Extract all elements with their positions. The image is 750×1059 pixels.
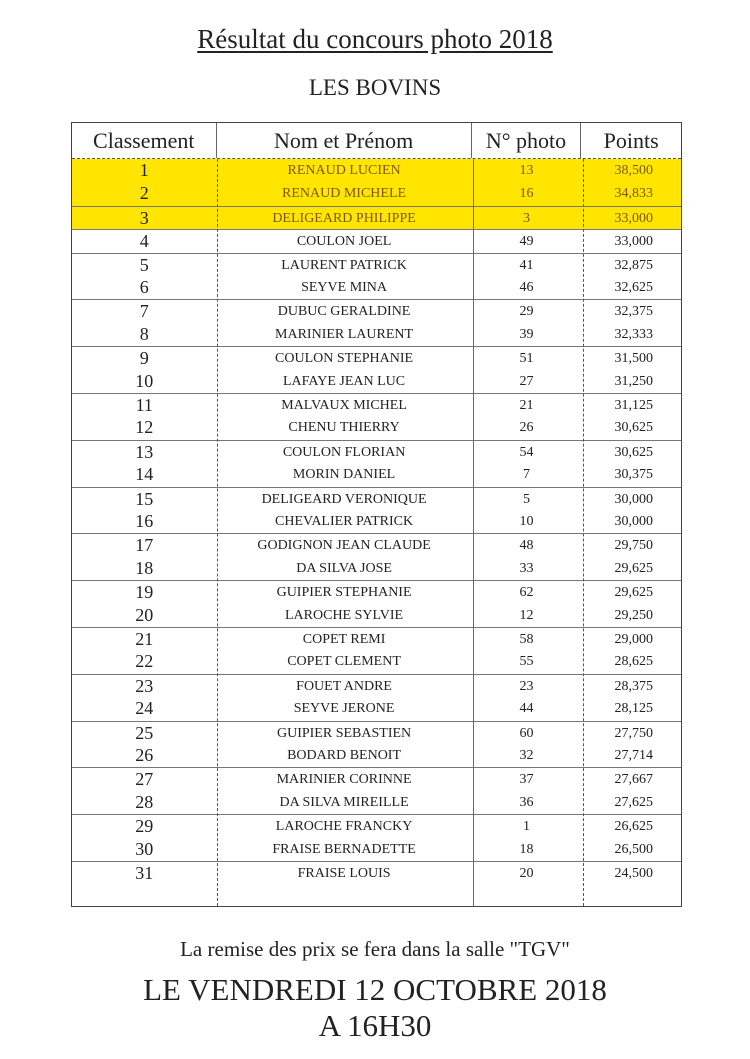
points-cell: 27,750	[614, 725, 653, 741]
points-cell: 30,625	[614, 444, 653, 460]
photo-number-cell: 46	[519, 280, 534, 295]
award-time: A 16H30	[318, 1008, 432, 1043]
name-cell: GODIGNON JEAN CLAUDE	[257, 538, 431, 554]
table-row	[72, 463, 681, 486]
table-row	[72, 416, 681, 439]
name-cell: COULON JOEL	[296, 234, 392, 250]
photo-number-cell: 18	[519, 841, 534, 857]
rank-cell: 27	[135, 769, 154, 790]
name-cell: MORIN DANIEL	[292, 467, 396, 483]
photo-number-cell: 55	[519, 654, 534, 670]
name-cell: MARINIER LAURENT	[275, 326, 414, 342]
rank-cell: 20	[135, 604, 154, 625]
rank-cell: 29	[135, 816, 154, 837]
name-cell: DUBUC GERALDINE	[277, 304, 411, 320]
table-row	[72, 346, 681, 369]
points-cell: 26,625	[614, 819, 653, 835]
points-cell: 29,750	[614, 538, 653, 554]
points-cell: 32,375	[614, 304, 653, 320]
rank-cell: 2	[139, 183, 149, 204]
table-row	[72, 604, 681, 627]
table-header	[72, 123, 681, 159]
column-divider	[583, 159, 584, 906]
table-row	[72, 861, 681, 884]
table-row	[72, 650, 681, 673]
photo-number-cell: 44	[519, 701, 534, 717]
points-cell: 29,625	[614, 585, 653, 601]
award-date: LE VENDREDI 12 OCTOBRE 2018	[143, 972, 607, 1007]
rank-cell: 1	[139, 160, 149, 180]
rank-cell: 11	[135, 395, 153, 415]
name-cell: MARINIER CORINNE	[276, 772, 412, 788]
table-row	[72, 323, 681, 346]
photo-number-cell: 54	[519, 444, 534, 460]
rank-cell: 31	[135, 863, 154, 883]
rank-cell: 7	[139, 301, 149, 322]
name-cell: LAROCHE SYLVIE	[285, 607, 404, 623]
points-cell: 30,000	[614, 514, 653, 529]
table-row	[72, 229, 681, 252]
rank-cell: 8	[139, 323, 149, 344]
rank-cell: 22	[135, 651, 154, 672]
points-cell: 27,625	[614, 794, 653, 810]
name-cell: BODARD BENOIT	[287, 748, 402, 763]
name-cell: FRAISE LOUIS	[297, 866, 391, 881]
header-name: Nom et Prénom	[217, 123, 472, 158]
photo-number-cell: 33	[519, 560, 534, 576]
rank-cell: 21	[135, 629, 154, 649]
header-photo-number: N° photo	[472, 123, 582, 158]
name-cell: COPET CLEMENT	[287, 654, 401, 670]
name-cell: FOUET ANDRE	[296, 678, 392, 694]
photo-number-cell: 27	[519, 373, 534, 389]
rank-cell: 5	[139, 254, 149, 275]
rank-cell: 4	[139, 231, 149, 252]
table-row	[72, 510, 681, 533]
rank-cell: 28	[135, 791, 154, 812]
category-subtitle: LES BOVINS	[308, 75, 442, 100]
photo-number-cell: 58	[519, 632, 534, 647]
name-cell: SEYVE JERONE	[293, 701, 395, 717]
photo-number-cell: 23	[519, 678, 534, 694]
rank-cell: 23	[135, 675, 154, 696]
photo-number-cell: 26	[519, 420, 534, 436]
photo-number-cell: 36	[519, 794, 534, 810]
points-cell: 29,250	[614, 607, 653, 623]
photo-number-cell: 1	[522, 819, 530, 835]
points-cell: 27,714	[614, 748, 653, 763]
name-cell: MALVAUX MICHEL	[281, 398, 407, 413]
document-title: Résultat du concours photo 2018	[197, 24, 553, 54]
header-points: Points	[603, 128, 659, 153]
points-cell: 38,500	[614, 163, 653, 178]
photo-number-cell: 37	[519, 772, 534, 788]
name-cell: LAFAYE JEAN LUC	[283, 373, 406, 389]
table-row	[72, 721, 681, 744]
name-cell: FRAISE BERNADETTE	[272, 841, 416, 857]
name-cell: RENAUD LUCIEN	[287, 163, 401, 178]
rank-cell: 9	[139, 348, 149, 369]
name-cell: CHENU THIERRY	[288, 420, 400, 436]
points-cell: 30,625	[614, 420, 653, 436]
points-cell: 32,875	[614, 257, 653, 273]
table-row	[72, 533, 681, 556]
points-cell: 32,625	[614, 280, 653, 295]
photo-number-cell: 60	[519, 725, 534, 741]
points-cell: 33,000	[614, 234, 653, 250]
name-cell: DELIGEARD VERONIQUE	[261, 491, 427, 507]
table-row	[72, 393, 681, 416]
rank-cell: 13	[135, 441, 154, 462]
column-divider	[217, 159, 218, 906]
points-cell: 26,500	[614, 841, 653, 857]
photo-number-cell: 21	[519, 398, 534, 413]
photo-number-cell: 29	[519, 304, 534, 320]
points-cell: 32,333	[614, 326, 653, 342]
table-row	[72, 557, 681, 580]
photo-number-cell: 48	[519, 538, 534, 554]
table-row	[72, 182, 681, 205]
table-row	[72, 580, 681, 603]
rank-cell: 12	[135, 417, 154, 438]
photo-number-cell: 16	[519, 186, 534, 202]
photo-number-cell: 39	[519, 326, 534, 342]
name-cell: GUIPIER SEBASTIEN	[276, 725, 412, 741]
photo-number-cell: 5	[522, 491, 530, 507]
points-cell: 30,375	[614, 467, 653, 483]
points-cell: 34,833	[614, 186, 653, 202]
name-cell: LAROCHE FRANCKY	[275, 819, 413, 835]
table-row	[72, 253, 681, 276]
name-cell: LAURENT PATRICK	[281, 257, 407, 273]
rank-cell: 15	[135, 488, 154, 509]
rank-cell: 6	[139, 277, 149, 297]
name-cell: DA SILVA MIREILLE	[279, 794, 409, 810]
rank-cell: 26	[135, 745, 154, 765]
table-row	[72, 791, 681, 814]
rank-cell: 17	[135, 535, 154, 556]
table-row	[72, 159, 681, 182]
table-row	[72, 814, 681, 837]
name-cell: DELIGEARD PHILIPPE	[272, 210, 416, 226]
photo-number-cell: 62	[519, 585, 534, 601]
name-cell: COPET REMI	[302, 632, 386, 647]
column-divider	[473, 159, 474, 906]
name-cell: COULON STEPHANIE	[275, 351, 414, 367]
points-cell: 29,000	[614, 632, 653, 647]
photo-number-cell: 49	[519, 234, 534, 250]
rank-cell: 3	[139, 207, 149, 228]
photo-number-cell: 7	[522, 467, 530, 483]
rank-cell: 30	[135, 838, 154, 859]
table-row	[72, 370, 681, 393]
points-cell: 28,375	[614, 678, 653, 694]
rank-cell: 25	[135, 722, 154, 743]
photo-number-cell: 51	[519, 351, 534, 367]
table-row	[72, 206, 681, 229]
rank-cell: 19	[135, 582, 154, 603]
header-rank: Classement	[72, 123, 217, 158]
photo-number-cell: 41	[519, 257, 534, 273]
photo-number-cell: 20	[519, 866, 534, 881]
rank-cell: 24	[135, 698, 154, 719]
rank-cell: 16	[135, 511, 154, 531]
rank-cell: 14	[135, 464, 154, 485]
points-cell: 27,667	[614, 772, 653, 788]
award-location-note: La remise des prix se fera dans la salle "TGV"	[180, 937, 570, 961]
table-row	[72, 838, 681, 861]
points-cell: 31,125	[614, 398, 653, 413]
photo-number-cell: 13	[519, 163, 534, 178]
name-cell: GUIPIER STEPHANIE	[276, 585, 412, 601]
name-cell: SEYVE MINA	[301, 280, 388, 295]
table-row	[72, 744, 681, 767]
photo-number-cell: 32	[519, 748, 534, 763]
table-row	[72, 487, 681, 510]
table-row	[72, 299, 681, 322]
table-row	[72, 767, 681, 790]
points-cell: 29,625	[614, 560, 653, 576]
points-cell: 33,000	[614, 210, 653, 226]
points-cell: 31,500	[614, 351, 653, 367]
points-cell: 31,250	[614, 373, 653, 389]
photo-number-cell: 3	[522, 210, 530, 226]
points-cell: 28,625	[614, 654, 653, 670]
table-row	[72, 674, 681, 697]
name-cell: RENAUD MICHELE	[282, 186, 407, 202]
name-cell: CHEVALIER PATRICK	[275, 514, 414, 529]
name-cell: COULON FLORIAN	[282, 444, 406, 460]
photo-number-cell: 10	[519, 514, 534, 529]
table-row	[72, 627, 681, 650]
rank-cell: 10	[135, 370, 154, 391]
results-table	[71, 122, 682, 907]
points-cell: 30,000	[614, 491, 653, 507]
points-cell: 24,500	[614, 866, 653, 881]
points-cell: 28,125	[614, 701, 653, 717]
table-row	[72, 276, 681, 299]
table-row	[72, 440, 681, 463]
name-cell: DA SILVA JOSE	[296, 560, 392, 576]
photo-number-cell: 12	[519, 607, 534, 623]
rank-cell: 18	[135, 557, 154, 578]
table-row	[72, 697, 681, 720]
